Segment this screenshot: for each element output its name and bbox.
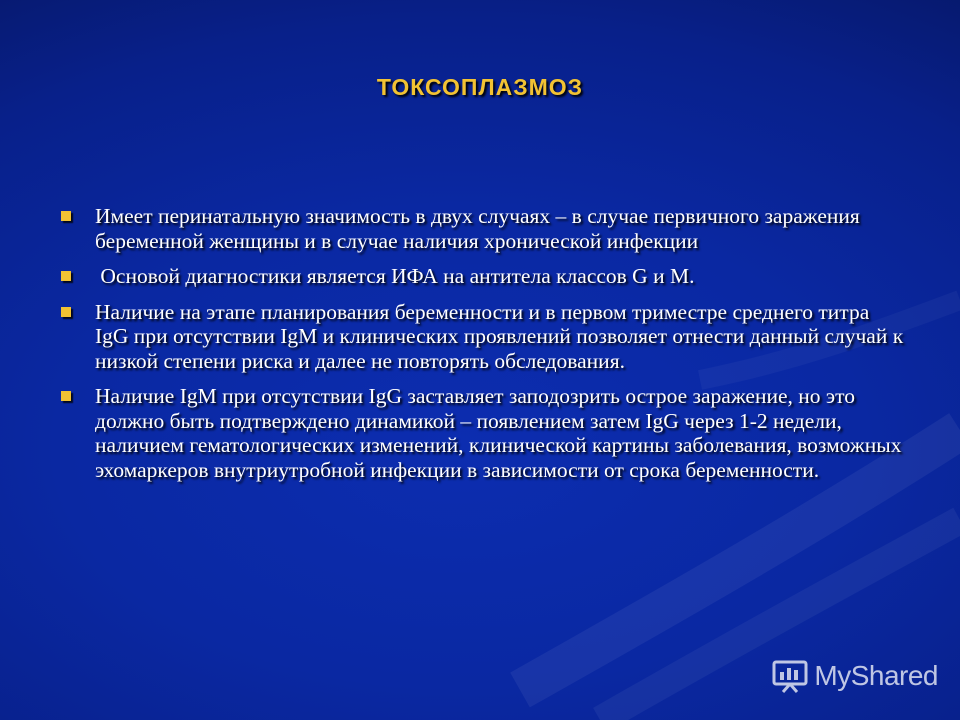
bullet-item xyxy=(58,300,904,374)
watermark xyxy=(772,658,938,694)
slide-title: ТОКСОПЛАЗМОЗ xyxy=(376,74,584,100)
watermark-text: MyShared xyxy=(814,660,938,691)
bullet-text: Основой диагностики является ИФА на антитела классов G и M. xyxy=(95,264,695,288)
bullet-list xyxy=(58,204,904,493)
square-bullet-icon xyxy=(61,271,71,281)
bullet-text: Имеет перинатальную значимость в двух случаях – в случае первичного заражения беременной женщины и в случае наличия хронической инфекции xyxy=(95,204,860,253)
bullet-text: Наличие IgM при отсутствии IgG заставляет заподозрить острое заражение, но это должно быть подтверждено динамикой – появлением затем IgG через 1-2 недели, наличием гематологических изменений, клинической картины заболевания, возможных эхомаркеров внутриутробной инфекции в зависимости от срока беременности. xyxy=(95,384,902,482)
bullet-item xyxy=(58,204,904,253)
bullet-item xyxy=(58,384,904,482)
presentation-board-icon xyxy=(772,658,808,694)
square-bullet-icon xyxy=(61,307,71,317)
bullet-text: Наличие на этапе планирования беременности и в первом триместре среднего титра IgG при отсутствии IgM и клинических проявлений позволяет отнести данный случай к низкой степени риска и далее не повторять обследования. xyxy=(95,299,904,373)
square-bullet-icon xyxy=(61,211,71,221)
square-bullet-icon xyxy=(61,391,71,401)
bullet-item xyxy=(58,264,904,289)
